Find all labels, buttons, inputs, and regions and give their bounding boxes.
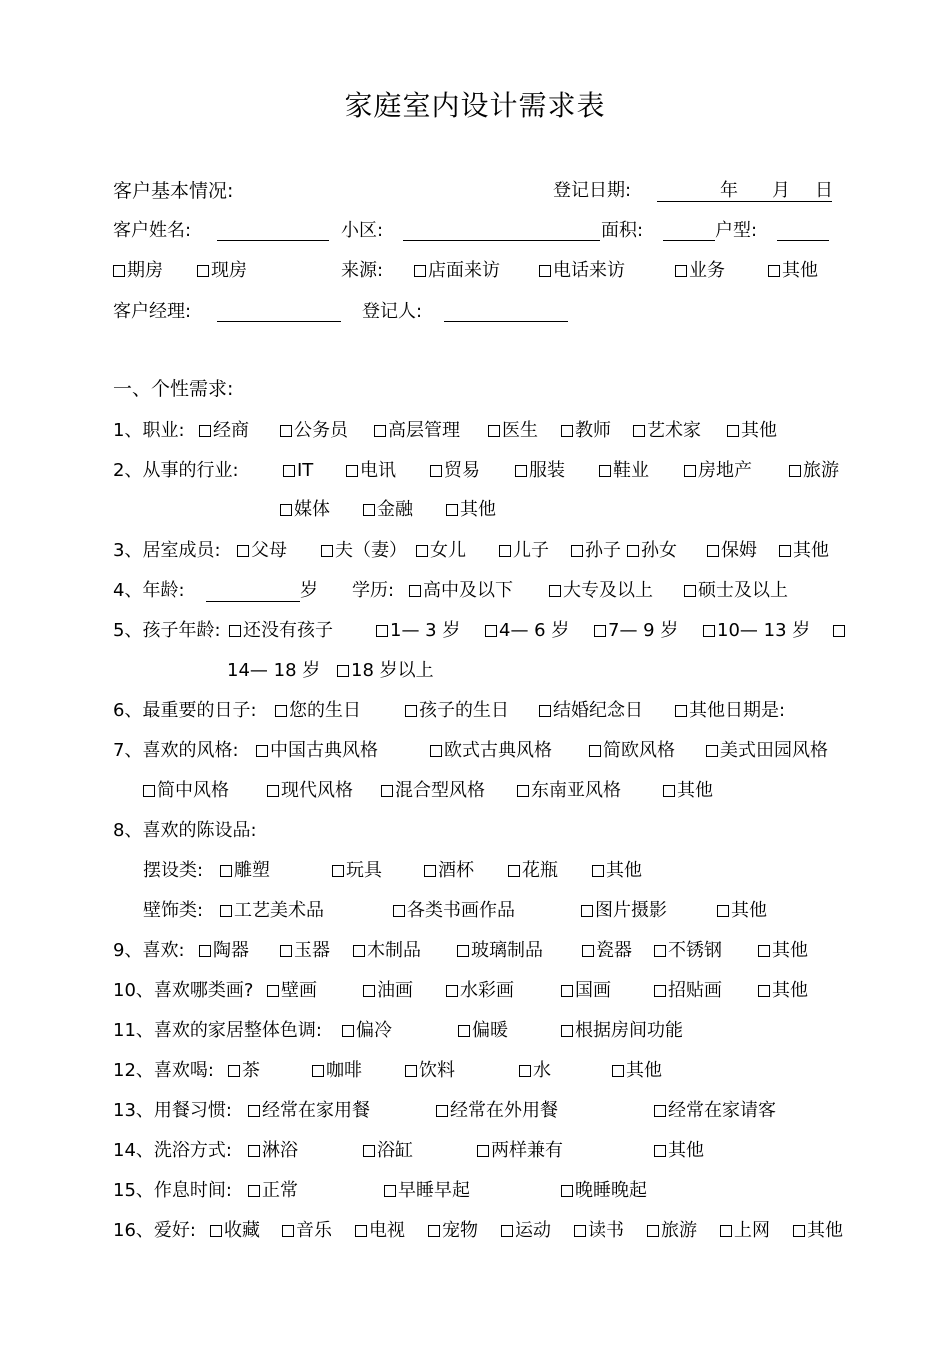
checkbox[interactable] — [539, 705, 551, 717]
checkbox[interactable] — [517, 785, 529, 797]
option[interactable]: 保姆 — [707, 540, 757, 562]
option[interactable]: 现代风格 — [267, 780, 353, 802]
checkbox[interactable] — [267, 785, 279, 797]
checkbox[interactable] — [248, 1145, 260, 1157]
option[interactable]: 旅游 — [647, 1220, 697, 1242]
option[interactable]: 简中风格 — [143, 780, 229, 802]
checkbox[interactable] — [594, 625, 606, 637]
question-label: 12、喜欢喝: — [113, 1060, 214, 1081]
question-label: 14、洗浴方式: — [113, 1140, 232, 1161]
option[interactable]: 媒体 — [280, 499, 330, 521]
checkbox[interactable] — [758, 945, 770, 957]
checkbox[interactable] — [430, 465, 442, 477]
checkbox[interactable] — [229, 625, 241, 637]
option[interactable]: 其他 — [654, 1140, 704, 1162]
option[interactable]: 玻璃制品 — [457, 940, 543, 962]
option[interactable]: 电讯 — [346, 460, 396, 482]
checkbox[interactable] — [220, 865, 232, 877]
option[interactable]: 各类书画作品 — [393, 900, 515, 922]
question-label: 4、年龄: — [113, 580, 185, 601]
option[interactable]: 陶器 — [199, 940, 249, 962]
checkbox[interactable] — [592, 865, 604, 877]
option-checkbox[interactable] — [833, 620, 847, 642]
option[interactable]: 孙子 — [571, 540, 621, 562]
option[interactable]: 经商 — [199, 420, 249, 442]
checkbox[interactable] — [248, 1105, 260, 1117]
option[interactable]: 结婚纪念日 — [539, 700, 643, 722]
option[interactable]: 其他 — [758, 940, 808, 962]
checkbox[interactable] — [414, 265, 426, 277]
day-label: 日 — [815, 180, 833, 201]
checkbox[interactable] — [199, 425, 211, 437]
option[interactable]: 父母 — [237, 540, 287, 562]
register-date-label: 登记日期: — [553, 180, 632, 201]
checkbox[interactable] — [499, 545, 511, 557]
option[interactable]: 饮料 — [405, 1060, 455, 1082]
checkbox[interactable] — [675, 265, 687, 277]
house-type-field[interactable] — [777, 240, 829, 241]
form-title: 家庭室内设计需求表 — [344, 89, 606, 122]
option[interactable]: 东南亚风格 — [517, 780, 621, 802]
checkbox[interactable] — [789, 465, 801, 477]
checkbox[interactable] — [355, 1225, 367, 1237]
option[interactable]: 两样兼有 — [477, 1140, 563, 1162]
checkbox[interactable] — [446, 985, 458, 997]
option[interactable]: 公务员 — [280, 420, 348, 442]
question-label: 3、居室成员: — [113, 540, 221, 561]
question-label: 2、从事的行业: — [113, 460, 239, 481]
checkbox[interactable] — [758, 985, 770, 997]
option[interactable]: 不锈钢 — [654, 940, 722, 962]
checkbox[interactable] — [654, 1105, 666, 1117]
option[interactable]: 招贴画 — [654, 980, 722, 1002]
checkbox[interactable] — [210, 1225, 222, 1237]
checkbox[interactable] — [346, 465, 358, 477]
source-option[interactable]: 其他 — [768, 260, 818, 282]
question-label: 16、爱好: — [113, 1220, 196, 1241]
option[interactable]: 偏冷 — [342, 1020, 392, 1042]
source-label: 来源: — [341, 260, 384, 281]
checkbox[interactable] — [561, 985, 573, 997]
checkbox[interactable] — [488, 425, 500, 437]
option[interactable]: 服装 — [515, 460, 565, 482]
option[interactable]: 水彩画 — [446, 980, 514, 1002]
question-label: 15、作息时间: — [113, 1180, 232, 1201]
option[interactable]: 其他 — [663, 780, 713, 802]
checkbox[interactable] — [282, 1225, 294, 1237]
checkbox[interactable] — [663, 785, 675, 797]
checkbox[interactable] — [457, 945, 469, 957]
option[interactable]: 花瓶 — [508, 860, 558, 882]
year-label: 年 — [720, 180, 738, 201]
checkbox[interactable] — [561, 1025, 573, 1037]
checkbox[interactable] — [574, 1225, 586, 1237]
question-label: 11、喜欢的家居整体色调: — [113, 1020, 322, 1041]
option[interactable]: 读书 — [574, 1220, 624, 1242]
option[interactable]: 咖啡 — [312, 1060, 362, 1082]
checkbox[interactable] — [599, 465, 611, 477]
checkbox[interactable] — [228, 1065, 240, 1077]
age-unit: 岁 — [300, 580, 318, 601]
option[interactable]: 医生 — [488, 420, 538, 442]
option[interactable]: 其他 — [612, 1060, 662, 1082]
checkbox[interactable] — [768, 265, 780, 277]
customer-name-field[interactable] — [217, 240, 329, 241]
manager-label: 客户经理: — [113, 301, 192, 322]
option[interactable]: 玩具 — [332, 860, 382, 882]
question-label: 5、孩子年龄: — [113, 620, 221, 641]
option[interactable]: 晚睡晚起 — [561, 1180, 647, 1202]
option[interactable]: 经常在家用餐 — [248, 1100, 370, 1122]
option[interactable]: 孙女 — [627, 540, 677, 562]
checkbox[interactable] — [519, 1065, 531, 1077]
option[interactable]: 您的生日 — [275, 700, 361, 722]
checkbox[interactable] — [321, 545, 333, 557]
checkbox[interactable] — [647, 1225, 659, 1237]
checkbox[interactable] — [409, 585, 421, 597]
source-option[interactable]: 业务 — [675, 260, 725, 282]
register-date-field[interactable] — [657, 201, 832, 202]
checkbox[interactable] — [515, 465, 527, 477]
checkbox[interactable] — [113, 265, 125, 277]
option[interactable]: 孩子的生日 — [405, 700, 509, 722]
option[interactable]: 硕士及以上 — [684, 580, 788, 602]
checkbox[interactable] — [199, 945, 211, 957]
option[interactable]: 水 — [519, 1060, 551, 1082]
checkbox[interactable] — [779, 545, 791, 557]
checkbox[interactable] — [430, 745, 442, 757]
checkbox[interactable] — [248, 1185, 260, 1197]
checkbox[interactable] — [381, 785, 393, 797]
wall-decor-label: 壁饰类: — [143, 900, 204, 921]
checkbox[interactable] — [571, 545, 583, 557]
section-heading: 一、个性需求: — [113, 378, 234, 400]
registrar-label: 登记人: — [362, 301, 423, 322]
checkbox[interactable] — [342, 1025, 354, 1037]
checkbox[interactable] — [428, 1225, 440, 1237]
option[interactable]: 贸易 — [430, 460, 480, 482]
checkbox[interactable] — [684, 585, 696, 597]
option[interactable]: 混合型风格 — [381, 780, 485, 802]
option[interactable]: 中国古典风格 — [256, 740, 378, 762]
option[interactable]: 浴缸 — [363, 1140, 413, 1162]
checkbox[interactable] — [684, 465, 696, 477]
checkbox[interactable] — [706, 745, 718, 757]
checkbox[interactable] — [424, 865, 436, 877]
checkbox[interactable] — [561, 425, 573, 437]
option[interactable]: 18 岁以上 — [337, 660, 434, 682]
checkbox[interactable] — [436, 1105, 448, 1117]
checkbox[interactable] — [654, 945, 666, 957]
checkbox[interactable] — [405, 705, 417, 717]
option[interactable]: 鞋业 — [599, 460, 649, 482]
checkbox[interactable] — [405, 1065, 417, 1077]
checkbox[interactable] — [416, 545, 428, 557]
checkbox[interactable] — [283, 465, 295, 477]
option[interactable]: 经常在外用餐 — [436, 1100, 558, 1122]
option[interactable]: 大专及以上 — [549, 580, 653, 602]
option[interactable]: 夫（妻） — [321, 540, 407, 562]
checkbox[interactable] — [363, 1145, 375, 1157]
house-status-option[interactable]: 期房 — [113, 260, 163, 282]
option[interactable]: 瓷器 — [582, 940, 632, 962]
age-field[interactable] — [206, 601, 300, 602]
checkbox[interactable] — [654, 1145, 666, 1157]
option[interactable]: 艺术家 — [633, 420, 701, 442]
checkbox[interactable] — [143, 785, 155, 797]
checkbox[interactable] — [508, 865, 520, 877]
option[interactable]: 收藏 — [210, 1220, 260, 1242]
option[interactable]: 7— 9 岁 — [594, 620, 678, 642]
option[interactable]: 其他 — [793, 1220, 843, 1242]
manager-field[interactable] — [217, 321, 341, 322]
option[interactable]: 宠物 — [428, 1220, 478, 1242]
checkbox[interactable] — [654, 985, 666, 997]
question-label: 10、喜欢哪类画? — [113, 980, 254, 1001]
checkbox[interactable] — [220, 905, 232, 917]
option[interactable]: 偏暖 — [458, 1020, 508, 1042]
checkbox[interactable] — [374, 425, 386, 437]
option[interactable]: 淋浴 — [248, 1140, 298, 1162]
checkbox[interactable] — [582, 945, 594, 957]
customer-name-label: 客户姓名: — [113, 220, 192, 241]
source-option[interactable]: 电话来访 — [539, 260, 625, 282]
option[interactable]: 经常在家请客 — [654, 1100, 776, 1122]
checkbox[interactable] — [633, 425, 645, 437]
checkbox[interactable] — [446, 504, 458, 516]
checkbox[interactable] — [720, 1225, 732, 1237]
option[interactable]: 其他 — [592, 860, 642, 882]
checkbox[interactable] — [707, 545, 719, 557]
basic-info-heading: 客户基本情况: — [113, 180, 234, 202]
checkbox[interactable] — [280, 945, 292, 957]
checkbox[interactable] — [267, 985, 279, 997]
option[interactable]: 1— 3 岁 — [376, 620, 460, 642]
option[interactable]: 高中及以下 — [409, 580, 513, 602]
option[interactable]: 木制品 — [353, 940, 421, 962]
question-label: 6、最重要的日子: — [113, 700, 257, 721]
option[interactable]: 正常 — [248, 1180, 298, 1202]
house-type-label: 户型: — [715, 220, 758, 241]
checkbox[interactable] — [485, 625, 497, 637]
checkbox[interactable] — [353, 945, 365, 957]
option[interactable]: 儿子 — [499, 540, 549, 562]
checkbox[interactable] — [675, 705, 687, 717]
option[interactable]: 其他 — [446, 499, 496, 521]
checkbox[interactable] — [458, 1025, 470, 1037]
question-label: 7、喜欢的风格: — [113, 740, 239, 761]
registrar-field[interactable] — [444, 321, 568, 322]
education-label: 学历: — [352, 580, 395, 601]
option[interactable]: 国画 — [561, 980, 611, 1002]
checkbox[interactable] — [627, 545, 639, 557]
option[interactable]: 4— 6 岁 — [485, 620, 569, 642]
checkbox[interactable] — [393, 905, 405, 917]
checkbox[interactable] — [237, 545, 249, 557]
option[interactable]: 其他 — [727, 420, 777, 442]
option[interactable]: 油画 — [363, 980, 413, 1002]
option[interactable]: 教师 — [561, 420, 611, 442]
checkbox[interactable] — [280, 504, 292, 516]
area-label: 面积: — [601, 220, 644, 241]
checkbox[interactable] — [363, 504, 375, 516]
checkbox[interactable] — [717, 905, 729, 917]
option[interactable]: 其他 — [758, 980, 808, 1002]
question-label: 13、用餐习惯: — [113, 1100, 232, 1121]
checkbox[interactable] — [581, 905, 593, 917]
option[interactable]: 壁画 — [267, 980, 317, 1002]
decor-label: 摆设类: — [143, 860, 204, 881]
option[interactable]: 简欧风格 — [589, 740, 675, 762]
option[interactable]: 图片摄影 — [581, 900, 667, 922]
option[interactable]: 工艺美术品 — [220, 900, 324, 922]
option[interactable]: 其他 — [779, 540, 829, 562]
option[interactable]: 房地产 — [684, 460, 752, 482]
option[interactable]: 高层管理 — [374, 420, 460, 442]
question-label: 8、喜欢的陈设品: — [113, 820, 257, 841]
option[interactable]: 旅游 — [789, 460, 839, 482]
checkbox[interactable] — [332, 865, 344, 877]
option[interactable]: 其他日期是: — [675, 700, 785, 722]
source-option[interactable]: 店面来访 — [414, 260, 500, 282]
checkbox[interactable] — [197, 265, 209, 277]
option[interactable]: 酒杯 — [424, 860, 474, 882]
option[interactable]: 早睡早起 — [384, 1180, 470, 1202]
checkbox[interactable] — [280, 425, 292, 437]
checkbox[interactable] — [833, 625, 845, 637]
community-field[interactable] — [403, 240, 600, 241]
checkbox[interactable] — [363, 985, 375, 997]
checkbox[interactable] — [549, 585, 561, 597]
checkbox[interactable] — [256, 745, 268, 757]
question-label: 1、职业: — [113, 420, 185, 441]
option[interactable]: 茶 — [228, 1060, 260, 1082]
question-label: 9、喜欢: — [113, 940, 185, 961]
option[interactable]: 其他 — [717, 900, 767, 922]
house-status-option[interactable]: 现房 — [197, 260, 247, 282]
checkbox[interactable] — [727, 425, 739, 437]
area-field[interactable] — [663, 240, 715, 241]
checkbox[interactable] — [612, 1065, 624, 1077]
option[interactable]: 女儿 — [416, 540, 466, 562]
checkbox[interactable] — [275, 705, 287, 717]
option[interactable]: 运动 — [501, 1220, 551, 1242]
option[interactable]: 10— 13 岁 — [703, 620, 810, 642]
option[interactable]: 电视 — [355, 1220, 405, 1242]
option[interactable]: 还没有孩子 — [229, 620, 333, 642]
checkbox[interactable] — [501, 1225, 513, 1237]
option[interactable]: 根据房间功能 — [561, 1020, 683, 1042]
community-label: 小区: — [341, 220, 384, 241]
option[interactable]: IT — [283, 460, 313, 482]
checkbox[interactable] — [312, 1065, 324, 1077]
checkbox[interactable] — [539, 265, 551, 277]
checkbox[interactable] — [793, 1225, 805, 1237]
checkbox[interactable] — [589, 745, 601, 757]
checkbox[interactable] — [703, 625, 715, 637]
option[interactable]: 玉器 — [280, 940, 330, 962]
month-label: 月 — [772, 180, 790, 201]
checkbox[interactable] — [376, 625, 388, 637]
option[interactable]: 音乐 — [282, 1220, 332, 1242]
option[interactable]: 上网 — [720, 1220, 770, 1242]
option-label: 14— 18 岁 — [227, 660, 321, 681]
checkbox[interactable] — [337, 665, 349, 677]
checkbox[interactable] — [384, 1185, 396, 1197]
option[interactable]: 雕塑 — [220, 860, 270, 882]
checkbox[interactable] — [477, 1145, 489, 1157]
checkbox[interactable] — [561, 1185, 573, 1197]
option[interactable]: 美式田园风格 — [706, 740, 828, 762]
option[interactable]: 欧式古典风格 — [430, 740, 552, 762]
option[interactable]: 金融 — [363, 499, 413, 521]
